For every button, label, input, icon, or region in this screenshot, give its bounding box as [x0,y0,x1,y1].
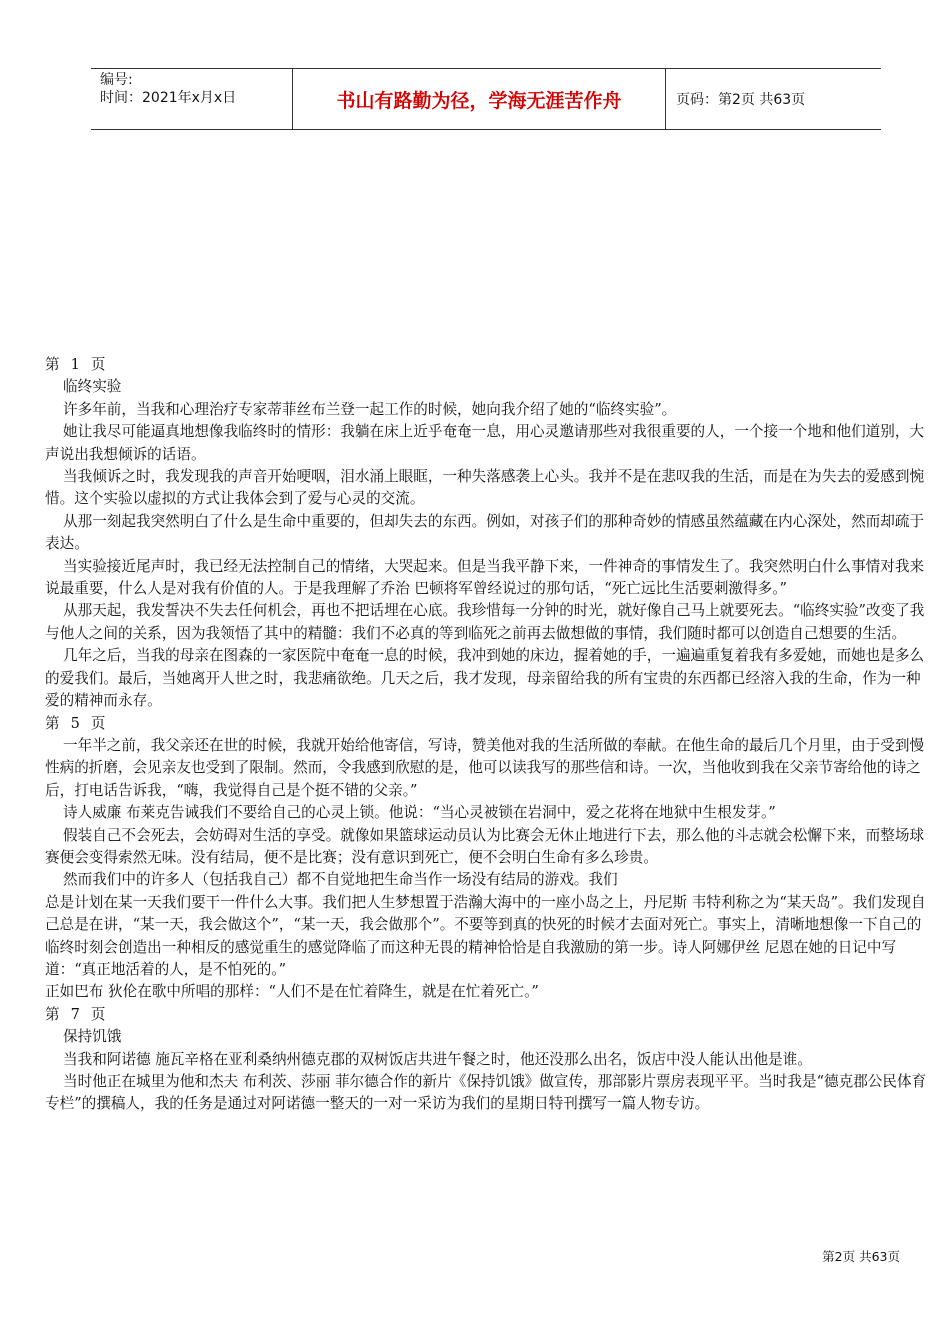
header-meta [91,69,293,129]
paragraph: 许多年前，当我和心理治疗专家蒂菲丝布兰登一起工作的时候，她向我介绍了她的“临终实验”。 [63,400,677,418]
paragraph: 几年之后，当我的母亲在图森的一家医院中奄奄一息的时候，我冲到她的床边，握着她的手，一遍遍重复着我有多爱她，而她也是多么的爱我们。最后，当她离开人世之时，我悲痛欲绝。几天之后，我才发现，母亲留给我的所有宝贵的东西都已经溶入我的生命，作为一种爱的精神而永存。 [45,647,925,710]
paragraph: 当我和阿诺德 施瓦辛格在亚利桑纳州德克郡的双树饭店共进午餐之时，他还没那么出名，饭店中没人能认出他是谁。 [63,1050,812,1068]
paragraph: 当实验接近尾声时，我已经无法控制自己的情绪，大哭起来。但是当我平静下来，一件神奇的事情发生了。我突然明白什么事情对我来说最重要，什么人是对我有价值的人。于是我理解了乔治 巴顿将军曾经说过的那句话，“死亡远比生活要刺激得多。” [45,557,925,598]
paragraph: 诗人威廉 布莱克告诫我们不要给自己的心灵上锁。他说：“当心灵被锁在岩洞中，爱之花将在地狱中生根发芽。” [63,804,776,822]
document-time-label: 时间：2021年x月x日 [100,90,237,106]
paragraph: 当时他正在城里为他和杰夫 布利茨、莎丽 菲尔德合作的新片《保持饥饿》做宣传，那部影片票房表现平平。当时我是“德克郡公民体育专栏”的撰稿人，我的任务是通过对阿诺德一整天的一对一采访为我们的星期日特刊撰写一篇人物专访。 [45,1073,927,1113]
header-motto: 书山有路勤为径，学海无涯苦作舟 [293,69,666,129]
footer-page-info: 第2页 共63页 [822,1249,900,1264]
paragraph: 从那天起，我发誓决不失去任何机会，再也不把话埋在心底。我珍惜每一分钟的时光，就好像自己马上就要死去。“临终实验”改变了我与他人之间的关系，因为我领悟了其中的精髓：我们不必真的等到临死之前再去做想做的事情，我们随时都可以创造自己想要的生活。 [45,602,925,642]
header-page-info: 页码：第2页 共63页 [676,92,806,108]
page-marker: 第5页 [45,714,117,732]
paragraph: 她让我尽可能逼真地想像我临终时的情形：我躺在床上近乎奄奄一息，用心灵邀请那些对我很重要的人，一个接一个地和他们道别，大声说出我想倾诉的话语。 [45,423,925,463]
page-marker: 第7页 [45,1005,117,1023]
paragraph: 当我倾诉之时，我发现我的声音开始哽咽，泪水涌上眼眶，一种失落感袭上心头。我并不是在悲叹我的生活，而是在为失去的爱感到惋惜。这个实验以虚拟的方式让我体会到了爱与心灵的交流。 [45,468,925,508]
section-title: 临终实验 [63,378,122,396]
paragraph: 正如巴布 狄伦在歌中所唱的那样：“人们不是在忙着降生，就是在忙着死亡。” [45,983,539,1001]
paragraph: 假装自己不会死去，会妨碍对生活的享受。就像如果篮球运动员认为比赛会无休止地进行下去，那么他的斗志就会松懈下来，而整场球赛便会变得索然无味。没有结局，便不是比赛；没有意识到死亡，便不会明白生命有多么珍贵。 [45,826,925,866]
paragraph: 然而我们中的许多人（包括我自己）都不自觉地把生命当作一场没有结局的游戏。我们 [63,871,618,889]
section-title: 保持饥饿 [63,1028,122,1046]
page-header [91,68,881,130]
page-marker: 第1页 [45,356,117,373]
paragraph: 一年半之前，我父亲还在世的时候，我就开始给他寄信，写诗，赞美他对我的生活所做的奉献。在他生命的最后几个月里，由于受到慢性病的折磨，会见亲友也受到了限制。然而，令我感到欣慰的是，他可以读我写的那些信和诗。一次，当他收到我在父亲节寄给他的诗之后，打电话告诉我，“嗨，我觉得自己是个挺不错的父亲。” [45,736,925,799]
document-number-label: 编号: [100,72,133,88]
paragraph: 从那一刻起我突然明白了什么是生命中重要的，但却失去的东西。例如，对孩子们的那种奇妙的情感虽然蕴藏在内心深处，然而却疏于表达。 [45,512,925,553]
paragraph: 总是计划在某一天我们要干一件什么大事。我们把人生梦想置于浩瀚大海中的一座小岛之上，丹尼斯 韦特利称之为“某天岛”。我们发现自己总是在讲，“某一天，我会做这个”，“某一天，我会做那个”。不要等到真的快死的时候才去面对死亡。事实上，清晰地想像一下自己的临终时刻会创造出一种相反的感觉重生的感觉降临了而这种无畏的精神恰恰是自我激励的第一步。诗人阿娜伊丝 尼恩在她的日记中写道：“真正地活着的人，是不怕死的。” [45,893,926,978]
document-body [45,354,935,1116]
